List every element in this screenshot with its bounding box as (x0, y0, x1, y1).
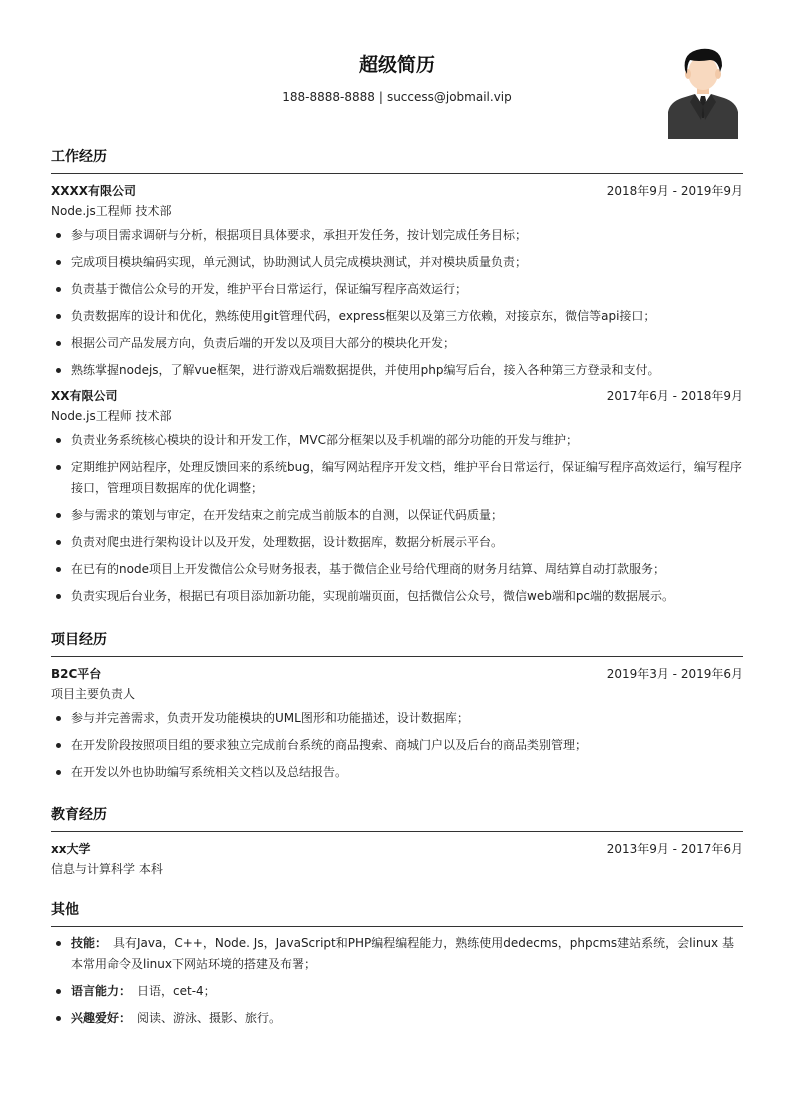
item-text: 日语，cet-4； (137, 984, 216, 998)
email-address: success@jobmail.vip (386, 90, 512, 104)
project-entry (51, 666, 743, 783)
list-item: 负责基于微信公众号的开发，维护平台日常运行，保证编写程序高效运行； (51, 279, 743, 300)
other-list (51, 933, 743, 1029)
resume-page (51, 0, 743, 1029)
person-avatar-icon (668, 46, 738, 139)
section-title-education: 教育经历 (51, 808, 743, 832)
list-item: 定期维护网站程序，处理反馈回来的系统bug，编写网站程序开发文档，维护平台日常运行，保证编写程序高效运行，编写程序接口，管理项目数据库的优化调整； (51, 457, 743, 499)
job-role: Node.js工程师 技术部 (51, 409, 172, 423)
contact-separator: | (378, 90, 383, 104)
section-title-other: 其他 (51, 903, 743, 927)
education-section (51, 808, 743, 877)
list-item: 负责实现后台业务，根据已有项目添加新功能，实现前端页面，包括微信公众号，微信web端和pc端的数据展示。 (51, 586, 743, 607)
work-entry (51, 388, 743, 607)
contact-line (51, 91, 743, 103)
section-title-work: 工作经历 (51, 150, 743, 174)
school-name: xx大学 (51, 842, 91, 856)
language-item (51, 981, 743, 1002)
work-experience-section (51, 150, 743, 607)
duty-list (51, 430, 743, 607)
section-title-projects: 项目经历 (51, 633, 743, 657)
list-item: 在开发以外也协助编写系统相关文档以及总结报告。 (51, 762, 743, 783)
skills-item (51, 933, 743, 975)
date-range: 2017年6月 - 2018年9月 (606, 389, 743, 403)
item-text: 阅读、游泳、摄影、旅行。 (137, 1011, 282, 1025)
project-role: 项目主要负责人 (51, 687, 136, 701)
list-item: 负责业务系统核心模块的设计和开发工作，MVC部分框架以及手机端的部分功能的开发与维护； (51, 430, 743, 451)
resume-header (51, 0, 743, 150)
date-range: 2019年3月 - 2019年6月 (606, 667, 743, 681)
company-name: XXXX有限公司 (51, 184, 137, 198)
project-experience-section (51, 633, 743, 783)
list-item: 根据公司产品发展方向，负责后端的开发以及项目大部分的模块化开发； (51, 333, 743, 354)
candidate-name: 超级简历 (358, 54, 435, 76)
item-text: 具有Java，C++，Node. Js，JavaScript和PHP编程编程能力，熟练使用dedecms，phpcms建站系统，会linux 基本常用命令及linux下网站环境的搭建及布署； (71, 936, 734, 971)
degree-major: 信息与计算科学 本科 (51, 862, 163, 876)
item-key: 技能： (71, 936, 108, 950)
project-name: B2C平台 (51, 667, 102, 681)
list-item: 熟练掌握nodejs，了解vue框架，进行游戏后端数据提供，并使用php编写后台，接入各种第三方登录和支付。 (51, 360, 743, 381)
list-item: 参与需求的策划与审定，在开发结束之前完成当前版本的自测，以保证代码质量； (51, 505, 743, 526)
job-role: Node.js工程师 技术部 (51, 204, 172, 218)
education-entry (51, 841, 743, 877)
hobbies-item (51, 1008, 743, 1029)
duty-list (51, 225, 743, 381)
date-range: 2013年9月 - 2017年6月 (606, 842, 743, 856)
item-key: 兴趣爱好： (71, 1011, 132, 1025)
other-section (51, 903, 743, 1029)
work-entry (51, 183, 743, 381)
duty-list (51, 708, 743, 783)
list-item: 参与并完善需求，负责开发功能模块的UML图形和功能描述，设计数据库； (51, 708, 743, 729)
list-item: 在已有的node项目上开发微信公众号财务报表，基于微信企业号给代理商的财务月结算、周结算自动打款服务； (51, 559, 743, 580)
list-item: 完成项目模块编码实现，单元测试，协助测试人员完成模块测试，并对模块质量负责； (51, 252, 743, 273)
list-item: 在开发阶段按照项目组的要求独立完成前台系统的商品搜索、商城门户以及后台的商品类别管理； (51, 735, 743, 756)
company-name: XX有限公司 (51, 389, 118, 403)
item-key: 语言能力： (71, 984, 132, 998)
date-range: 2018年9月 - 2019年9月 (606, 184, 743, 198)
list-item: 参与项目需求调研与分析，根据项目具体要求，承担开发任务，按计划完成任务目标； (51, 225, 743, 246)
list-item: 负责数据库的设计和优化，熟练使用git管理代码，express框架以及第三方依赖，对接京东，微信等api接口； (51, 306, 743, 327)
list-item: 负责对爬虫进行架构设计以及开发，处理数据，设计数据库，数据分析展示平台。 (51, 532, 743, 553)
phone-number: 188-8888-8888 (282, 90, 375, 104)
